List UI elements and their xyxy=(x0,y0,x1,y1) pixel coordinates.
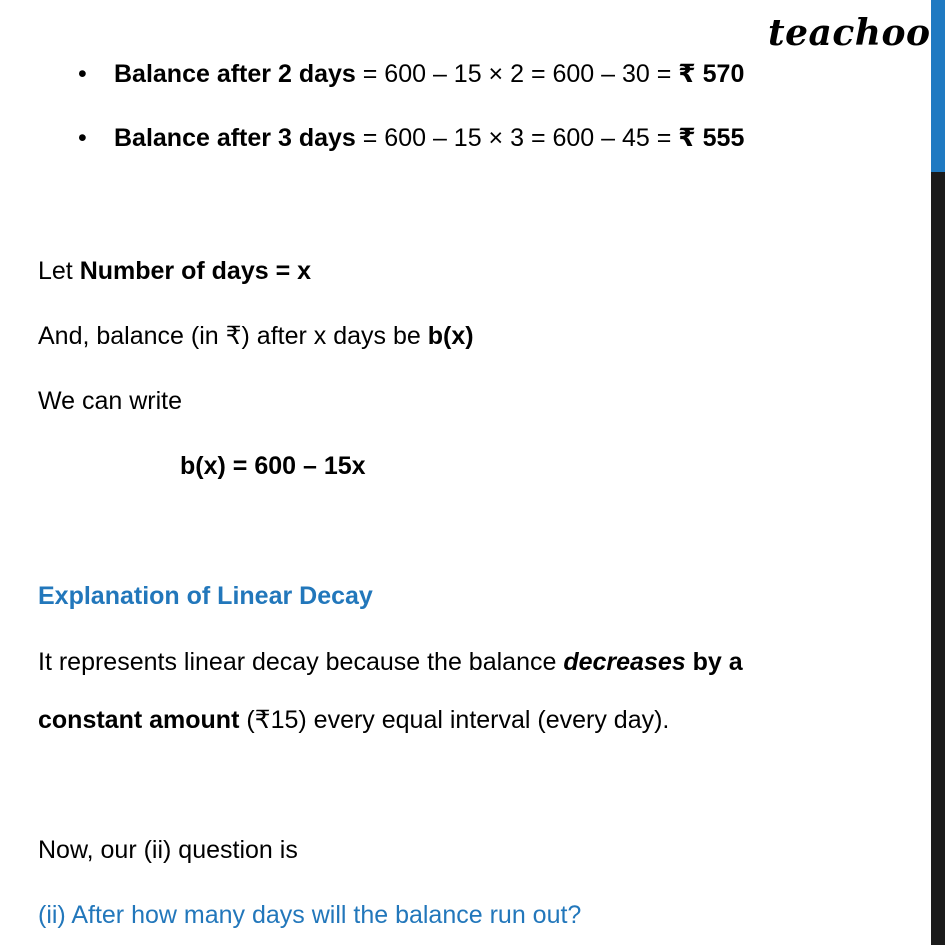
explanation-bold: by a xyxy=(685,648,743,676)
balance-function: b(x) xyxy=(427,322,474,350)
balance-definition xyxy=(38,320,474,352)
let-definition: Number of days = x xyxy=(79,257,312,285)
explanation-emphasis: decreases xyxy=(563,648,686,676)
bullet-marker: • xyxy=(78,124,87,152)
explanation-prefix: It represents linear decay because the balance xyxy=(38,648,564,676)
formula xyxy=(180,450,366,482)
section-heading xyxy=(38,580,373,612)
right-edge-accent xyxy=(931,0,945,172)
let-statement xyxy=(38,255,311,287)
bullet-text xyxy=(114,58,744,90)
let-prefix: Let xyxy=(38,257,80,285)
bullet-result: ₹ 555 xyxy=(678,124,745,152)
question-ii: (ii) After how many days will the balance run out? xyxy=(38,901,582,929)
explanation-line-1 xyxy=(38,646,743,678)
bullet-label: Balance after 3 days xyxy=(114,124,356,152)
teachoo-logo: teachoo xyxy=(768,12,931,54)
now-statement: Now, our (ii) question is xyxy=(38,836,298,864)
explanation-bold-2: constant amount xyxy=(38,706,240,734)
explanation-rest: (₹15) every equal interval (every day). xyxy=(239,706,670,734)
bullet-result: ₹ 570 xyxy=(678,60,745,88)
balance-prefix: And, balance (in ₹) after x days be xyxy=(38,322,428,350)
bullet-text xyxy=(114,122,744,154)
bullet-expression: = 600 – 15 × 3 = 600 – 45 = xyxy=(355,124,679,152)
bullet-label: Balance after 2 days xyxy=(114,60,356,88)
bullet-expression: = 600 – 15 × 2 = 600 – 30 = xyxy=(355,60,679,88)
we-can-write: We can write xyxy=(38,387,183,415)
heading-text: Explanation of Linear Decay xyxy=(38,582,373,610)
explanation-line-2 xyxy=(38,704,669,736)
bullet-marker: • xyxy=(78,60,87,88)
formula-text: b(x) = 600 – 15x xyxy=(180,452,366,480)
